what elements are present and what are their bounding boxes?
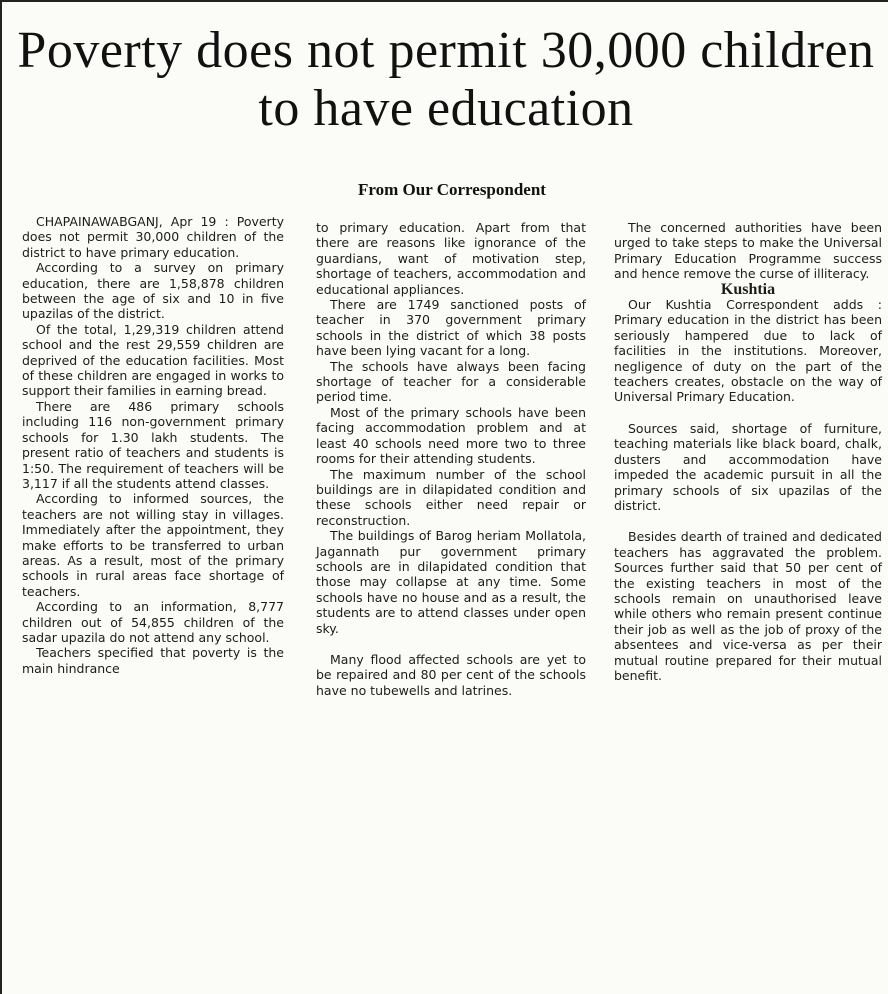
subheading-kushtia: Kushtia [720, 280, 776, 298]
paragraph: to primary education. Apart from that there are reasons like ignorance of the guardians, want of motivation step, shortage of teachers, accommodation and educational appliances. [316, 220, 586, 297]
paragraph: There are 1749 sanctioned posts of teacher in 370 government primary schools in the district of which 38 posts have been lying vacant for a long. [316, 297, 586, 359]
paragraph: The buildings of Barog heriam Mollatola, Jagannath pur government primary schools are in dilapidated condition that those may collapse at any time. Some schools have no house and as a result, the students are to attend classes under open sky. [316, 528, 586, 636]
article-column-3 [614, 220, 882, 683]
paragraph: Of the total, 1,29,319 children attend school and the rest 29,559 children are deprived of the education facilities. Most of these children are engaged in works to support their families in earning bread. [22, 321, 284, 399]
paragraph: Besides dearth of trained and dedicated teachers has aggravated the problem. Sources further said that 50 per cent of the existing teachers in most of the schools remain on unauthorised leave while others who remain present continue their job as well as the job of proxy of the absentees and vice-versa as per their mutual routine prepared for their mutual benefit. [614, 529, 882, 683]
paragraph: The schools have always been facing shortage of teacher for a considerable period time. [316, 358, 586, 405]
paragraph: Many flood affected schools are yet to be repaired and 80 per cent of the schools have no tubewells and latrines. [316, 651, 586, 698]
headline: Poverty does not permit 30,000 children to have education [17, 22, 875, 137]
paragraph: The concerned authorities have been urged to take steps to make the Universal Primary Education Programme success and hence remove the curse of illiteracy. [614, 220, 882, 282]
paragraph: Teachers specified that poverty is the main hindrance [22, 645, 284, 676]
paragraph: Most of the primary schools have been facing accommodation problem and at least 40 schools need more two to three rooms for their attending students. [316, 404, 586, 467]
paragraph: According to informed sources, the teachers are not willing stay in villages. Immediately after the appointment, they make efforts to be transferred to urban areas. As a result, most of the primary schools in rural areas face shortage of teachers. [22, 491, 284, 599]
paragraph: CHAPAINAWABGANJ, Apr 19 : Poverty does not permit 30,000 children of the district to have primary education. [22, 214, 284, 260]
paragraph: The maximum number of the school buildings are in dilapidated condition and these schools either need repair or reconstruction. [316, 466, 586, 528]
paragraph: According to a survey on primary education, there are 1,58,878 children between the age of six and 10 in five upazilas of the district. [22, 260, 284, 322]
paragraph: There are 486 primary schools including 116 non-government primary schools for 1.30 lakh students. The present ratio of teachers and students is 1:50. The requirement of teachers will be 3,117 if all the students attend classes. [22, 398, 284, 491]
paragraph: According to an information, 8,777 children out of 54,855 children of the sadar upazila do not attend any school. [22, 599, 284, 645]
article-column-1 [22, 214, 284, 676]
paragraph: Our Kushtia Correspondent adds : Primary education in the district has been seriously hampered due to lack of facilities in the institutions. Moreover, negligence of duty on the part of the teachers creates, obstacle on the way of Universal Primary Education. [614, 297, 882, 405]
byline: From Our Correspondent [358, 180, 546, 199]
article-column-2 [316, 220, 586, 698]
paragraph: Sources said, shortage of furniture, teaching materials like black board, chalk, dusters and accommodation have impeded the academic pursuit in all the primary schools of six upazilas of the district. [614, 420, 882, 513]
